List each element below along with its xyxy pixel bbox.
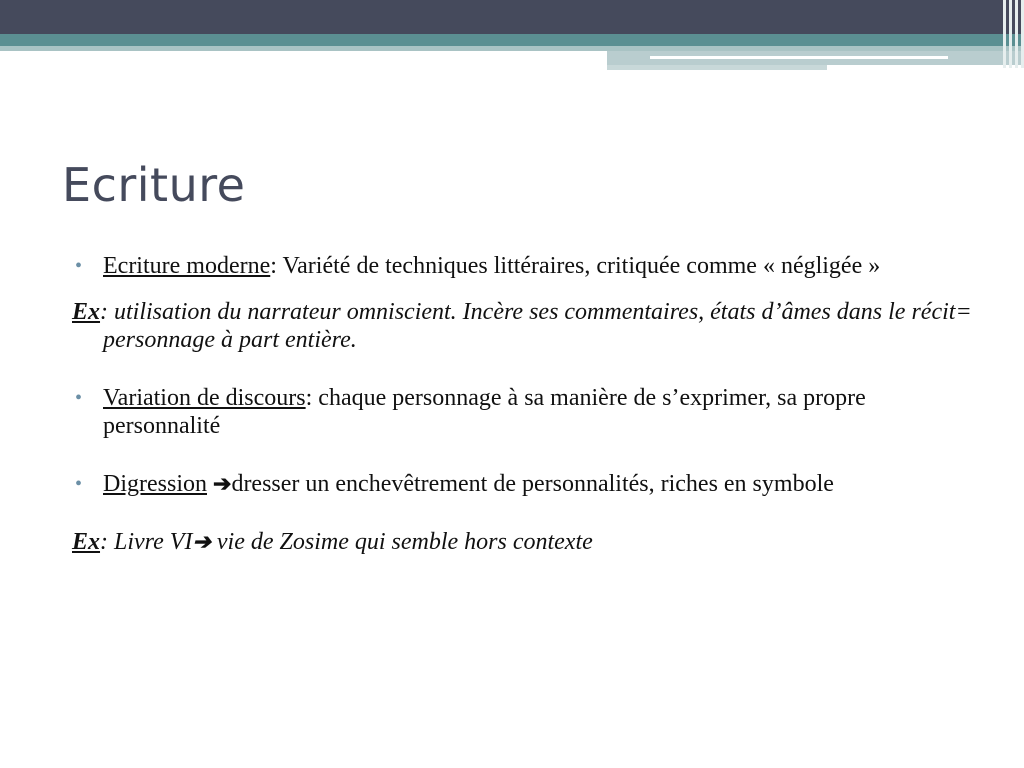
header-band-highlight <box>650 56 948 59</box>
bullet-text: dresser un enchevêtrement de personnalités, riches en symbole <box>231 471 834 497</box>
bullet-text: : chaque personnage à sa manière de s’exprimer, sa propre personnalité <box>103 385 866 439</box>
arrow-right-icon: ➔ <box>192 529 211 554</box>
header-band-teal <box>0 34 1024 46</box>
example-label: Ex <box>72 299 101 325</box>
bullet-item-variation-discours <box>72 384 972 440</box>
arrow-right-icon: ➔ <box>213 471 232 496</box>
bullet-item-ecriture-moderne <box>72 252 972 280</box>
bullet-icon: • <box>75 387 83 409</box>
bullet-icon: • <box>75 255 83 277</box>
bullet-term: Digression <box>103 471 207 497</box>
header-band-accent-small <box>607 65 827 70</box>
example-item-livre-vi <box>72 528 972 556</box>
header-stripes <box>994 0 1024 68</box>
example-text: : utilisation du narrateur omniscient. Incère ses commentaires, états d’âmes dans le récit= personnage à part entière. <box>100 299 972 353</box>
example-label: Ex <box>72 529 101 555</box>
bullet-icon: • <box>75 473 83 495</box>
bullet-term: Ecriture moderne <box>103 253 271 279</box>
slide-content <box>72 252 972 556</box>
bullet-text: : Variété de techniques littéraires, critiquée comme « négligée » <box>270 253 881 279</box>
bullet-item-digression <box>72 470 972 498</box>
bullet-term: Variation de discours <box>103 385 306 411</box>
example-text: : Livre VI <box>100 529 193 555</box>
example-item-narrateur <box>72 298 972 354</box>
example-text: vie de Zosime qui semble hors contexte <box>210 529 593 555</box>
header-band-dark <box>0 0 1024 34</box>
slide-title: Ecriture <box>62 158 246 212</box>
